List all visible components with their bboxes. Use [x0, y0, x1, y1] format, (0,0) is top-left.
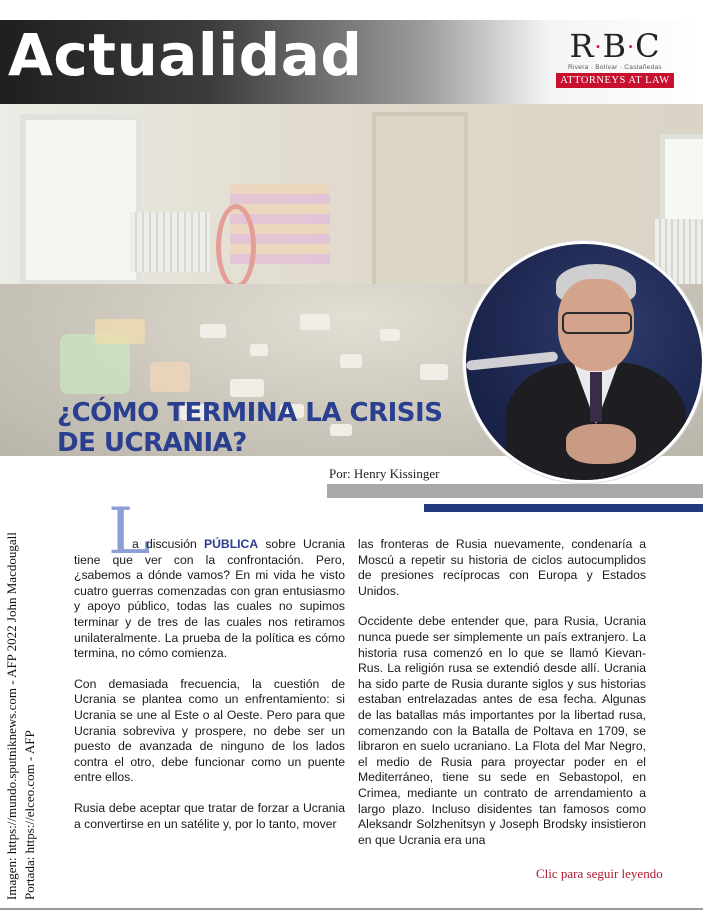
divider-bar — [327, 484, 703, 498]
author-portrait — [463, 241, 703, 483]
continue-reading-link[interactable]: Clic para seguir leyendo — [536, 866, 663, 881]
logo-partner-names: Rivera · Bolívar · Castañedas — [568, 64, 662, 71]
article-column-2 — [358, 537, 646, 863]
section-title: Actualidad — [8, 21, 363, 89]
paragraph: Con demasiada frecuencia, la cuestión de Ucrania se plantea como un enfrentamiento: si Ucrania se une al Este o al Oeste. Pero para que Ucrania sobreviva y prospere, no debe ser un puesto de avanzada de ninguno de los lados contra el otro, debe funcionar como un puente entre ellos. — [74, 676, 345, 785]
article-column-1 — [74, 537, 345, 847]
logo-tagline: ATTORNEYS AT LAW — [556, 73, 674, 88]
drop-cap: L — [108, 495, 151, 569]
cover-credit: Portada: https://elceo.com - AFP — [22, 730, 37, 900]
byline: Por: Henry Kissinger — [329, 466, 440, 481]
paragraph: Rusia debe aceptar que tratar de forzar a Ucrania a convertirse en un satélite y, por lo tanto, mover — [74, 800, 345, 831]
firm-logo — [556, 27, 674, 88]
paragraph: las fronteras de Rusia nuevamente, condenaría a Moscú a repetir su historia de ciclos autocumplidos de presiones recíprocas con Europa y Estados Unidos. — [358, 537, 646, 598]
logo-mark: R·B·C — [569, 27, 661, 65]
bottom-rule — [0, 908, 703, 910]
photo-credits — [4, 528, 44, 900]
paragraph: a discusión PÚBLICA sobre Ucrania tiene que ver con la confrontación. Pero, ¿sabemos a dónde vamos? En mi vida he visto cuatro guerras comenzadas con gran entusiasmo y apoyo público, todas las cuales no supimos terminar y de tres de las cuales nos retiramos unilateralmente. La prueba de la política es cómo termina, no cómo comienza. — [74, 537, 345, 661]
paragraph: Occidente debe entender que, para Rusia, Ucrania nunca puede ser simplemente un país extranjero. La historia rusa comenzó en lo que se llamó Kievan-Rus. La religión rusa se extendió desde allí. Ucrania ha sido parte de Rusia durante siglos y sus historias estaban entrelazadas antes de esa fecha. Algunas de las batallas más importantes por la libertad rusa, comenzando con la Batalla de Poltava en 1709, se libraron en suelo ucraniano. La Flota del Mar Negro, el medio de Rusia para proyectar poder en el Mediterráneo, tiene su sede en Sebastopol, en Crimea, mediante un contrato de arrendamiento a largo plazo. Incluso disidentes tan famosos como Aleksandr Solzhenitsyn y Joseph Brodsky insistieron en que Ucrania era una — [358, 614, 646, 847]
article-headline: ¿CÓMO TERMINA LA CRISIS DE UCRANIA? — [57, 398, 443, 458]
image-credit: Imagen: https://mundo.sputniknews.com - AFP 2022 John Macdougall — [4, 532, 19, 900]
divider-bar-accent — [424, 504, 703, 512]
